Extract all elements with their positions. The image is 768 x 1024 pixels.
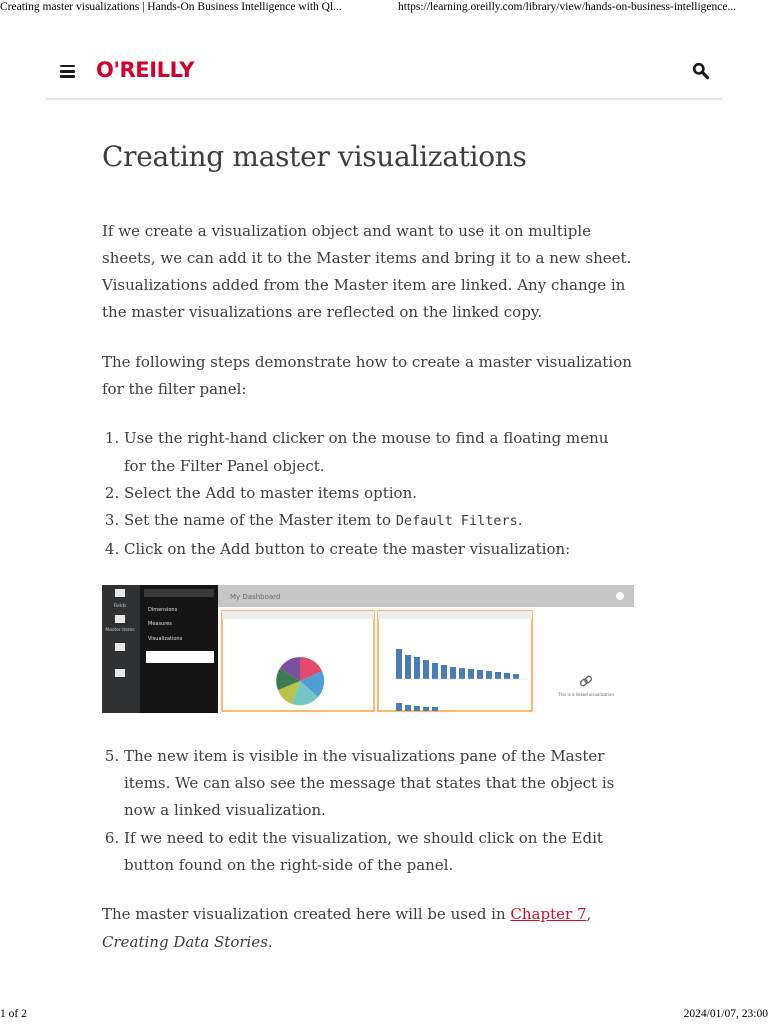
qlik-screenshot-figure (102, 585, 634, 713)
print-page-title: Creating master visualizations | Hands-On Business Intelligence with Ql... (0, 1, 342, 13)
master-item-name-code: Default Filters (395, 513, 518, 530)
site-header (46, 46, 722, 99)
list-item: 1. Use the right-hand clicker on the mouse to find a floating menu for the Filter Panel object. (124, 425, 634, 480)
oreilly-logo[interactable]: O'REILLY (96, 58, 195, 82)
sheet-title: My Dashboard (230, 592, 281, 601)
closing-comma: , (586, 905, 592, 924)
linked-message: This is a linked visualization (558, 691, 614, 697)
intro-paragraph: If we create a visualization object and want to use it on multiple sheets, we can add it to the Master items and bring it to a new sheet. Visualizations added from the Master item are linked. Any change in the master visualizations are reflected on the linked copy. (102, 221, 632, 322)
sidebar-label: Fields (113, 603, 127, 609)
article-content (102, 140, 634, 978)
step-text-suffix: . (517, 511, 523, 530)
hamburger-menu-icon[interactable] (60, 65, 75, 78)
steps-list-continued (102, 743, 634, 879)
panel-item: Measures (148, 620, 172, 627)
closing-paragraph (102, 901, 634, 956)
panel-item: Dimensions (148, 606, 178, 613)
print-footer (0, 1008, 768, 1024)
panel-item: Visualizations (148, 635, 183, 642)
steps-intro-paragraph: The following steps demonstrate how to create a master visualization for the filter panel: (102, 352, 632, 399)
qlik-screenshot-image (102, 585, 634, 713)
chapter-7-link[interactable]: Chapter 7 (510, 905, 587, 924)
page-title: Creating master visualizations (102, 140, 527, 173)
closing-text: The master visualization created here will be used in (102, 905, 511, 924)
list-item: 6. If we need to edit the visualization, we should click on the Edit button found on the right-side of the panel. (124, 825, 634, 880)
list-item (124, 507, 634, 535)
list-item: 4. Click on the Add button to create the master visualization: (124, 536, 634, 563)
sidebar-label: Master items (105, 627, 135, 633)
print-datetime: 2024/01/07, 23:00 (683, 1008, 768, 1020)
list-item: 5. The new item is visible in the visualizations pane of the Master items. We can also see the message that states that the object is now a linked visualization. (124, 743, 634, 825)
closing-period: . (267, 932, 273, 951)
print-header (0, 0, 768, 16)
page-number: 1 of 2 (0, 1008, 27, 1020)
step-text: Set the name of the Master item to (124, 511, 396, 530)
print-page-url: https://learning.oreilly.com/library/view/hands-on-business-intelligence... (398, 1, 737, 13)
list-item: 2. Select the Add to master items option. (124, 480, 634, 507)
search-icon[interactable] (692, 62, 710, 80)
steps-list (102, 425, 634, 562)
chapter-title: Creating Data Stories (102, 932, 268, 951)
